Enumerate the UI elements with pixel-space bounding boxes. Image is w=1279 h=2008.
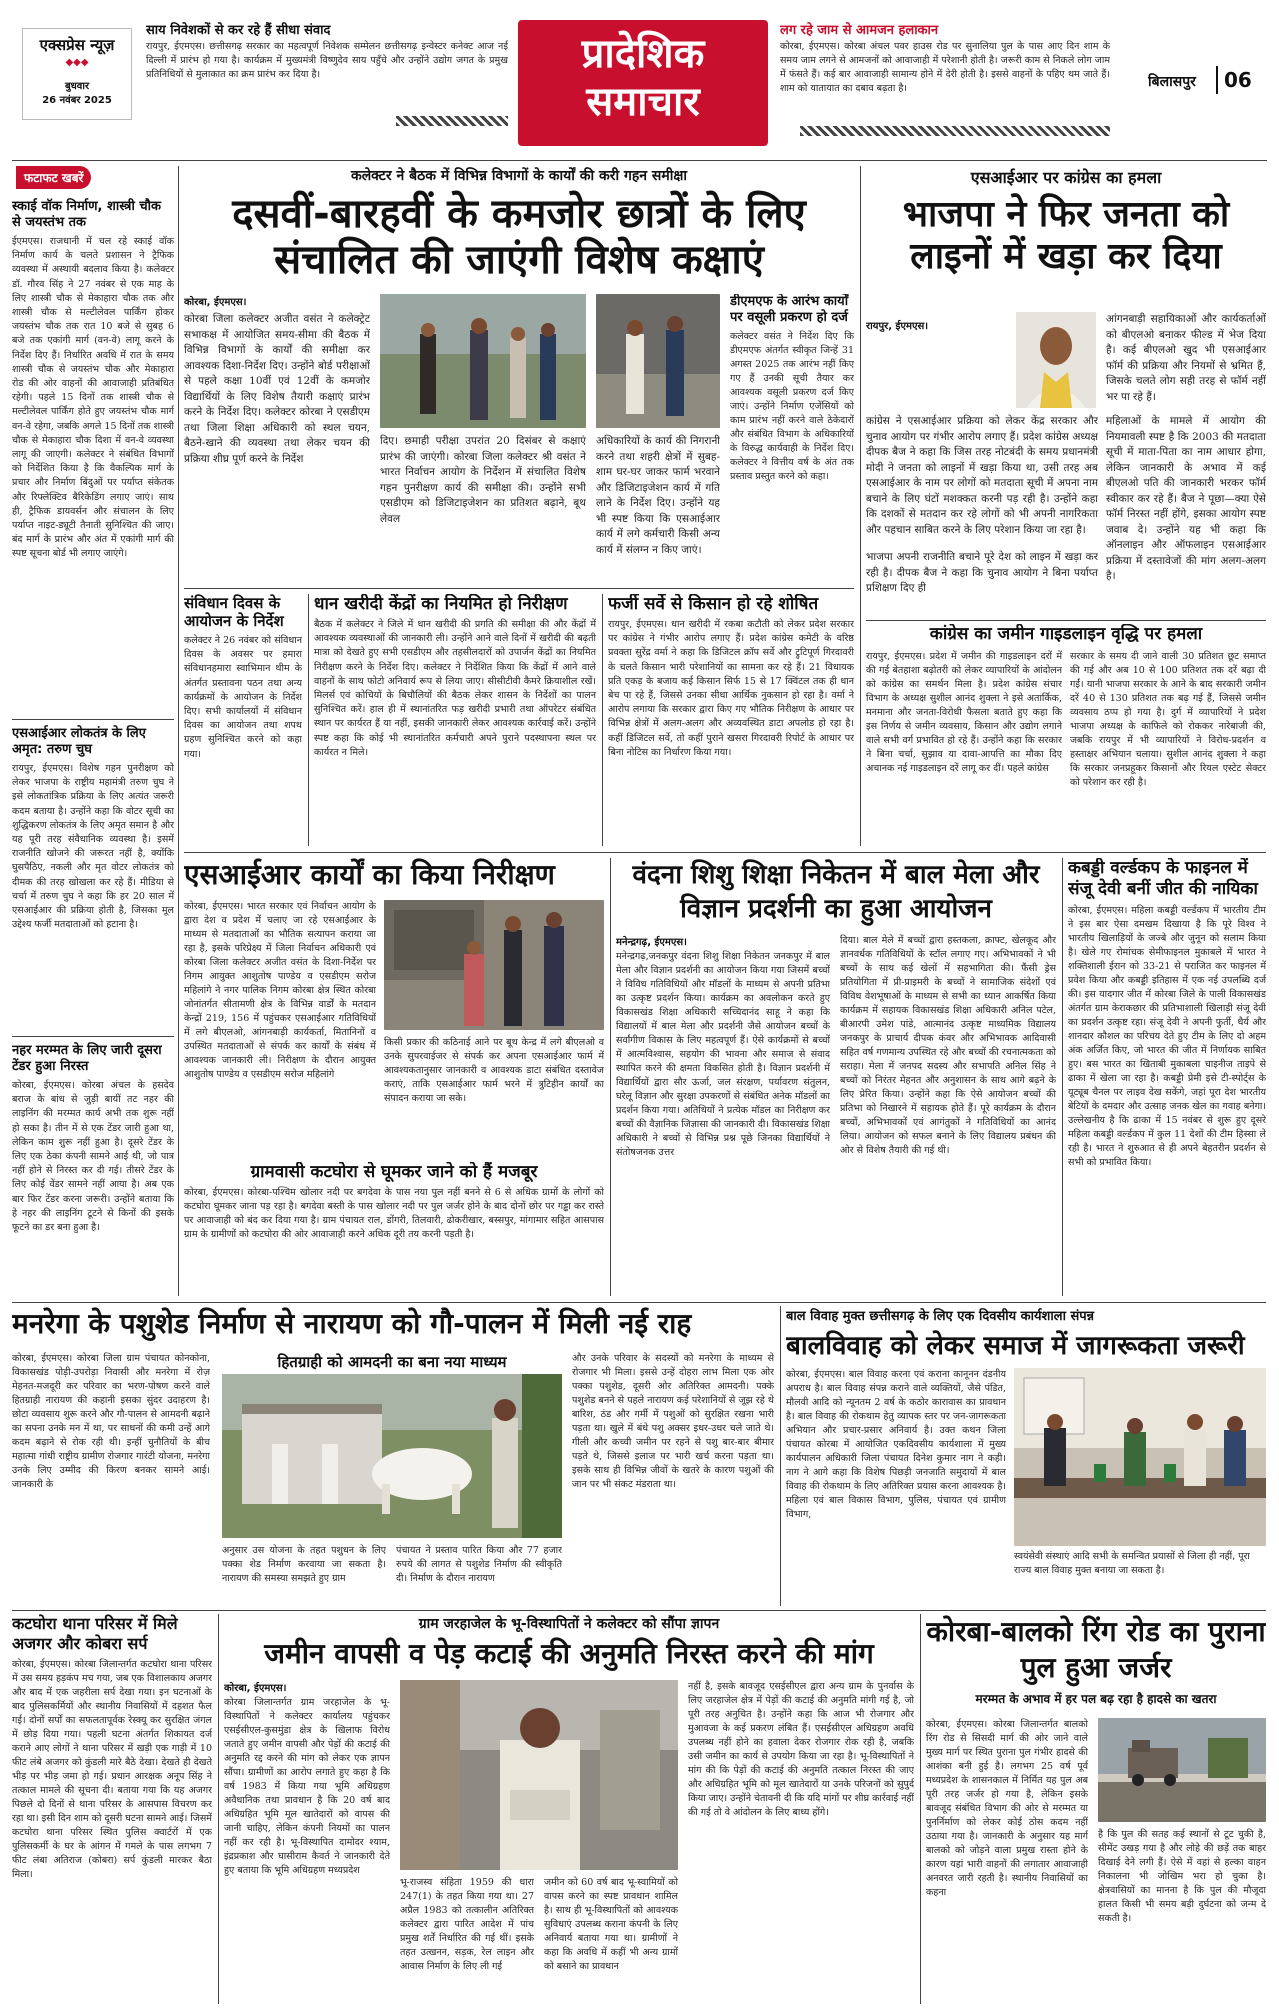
farji-text: रायपुर, ईएमएस। धान खरीदी में रकबा कटौती को लेकर प्रदेश सरकार पर कांग्रेस ने गंभीर आरोप लगाए हैं। प्रदेश कांग्रेस कमेटी के वरिष्ठ प्रवक्ता सुरेंद्र वर्मा ने कहा कि डिजिटल क्रॉप सर्वे और ट्रुटिपूर्ण गिरदावरी के चलते किसान भारी परेशानियों का सामना कर रहे हैं। 21 विधायक प्रति एकड़ के बजाय कई किसान सिर्फ 15 से 17 क्विंटल तक ही धान बेच पा रहे हैं, जिससे उनका सीधा आर्थिक नुकसान हो रहा है। वर्मा ने आरोप लगाया कि सरकार द्वारा किए गए भौतिक निरीक्षण के आधार पर विभिन्न क्षेत्रों में अलग-अलग और अव्यवस्थित डाटा अपलोड हो रहा है। कहीं डिजिटल सर्वे, तो कहीं पुराने खसरा गिरदावरी रिपोर्ट के आधार पर बिना नोटिस का निर्धारण किया गया। [608,619,854,758]
ringroad-col2: है कि पुल की सतह कई स्थानों से टूट चुकी है, सीमेंट उखड़ गया है और लोहे की छड़ें तक बाहर दिखाई देने लगी हैं। ऐसे में वहां से हल्का वाहन निकालना भी जोखिम भरा हो चुका है। क्षेत्रवासियों का मानना है कि पुल की मौजूदा हालत किसी भी समय बड़ी दुर्घटना को जन्म दे सकती है। [1098,1829,1266,1924]
top-story-col2: दिए। छमाही परीक्षा उपरांत 20 दिसंबर से कक्षाएं प्रारंभ की जाएंगी। कोरबा जिला कलेक्टर श्री वसंत ने भारत निर्वाचन आयोग के निर्देशन में संचालित विशेष गहन पुनरीक्षण कार्य की समीक्षा की। उन्होंने सभी एसडीएम को डिजिटाइजेशन का प्रतिशत बढ़ाने, बूथ लेवल [380,435,586,525]
manrega-headline: मनरेगा के पशुशेड निर्माण से नारायण को गौ-पालन में मिली नई राह [12,1307,692,1340]
page-number: 06 [1224,68,1252,92]
sidebar-item-text: रायपुर, ईएमएस। विशेष गहन पुनरीक्षण को लेकर भाजपा के राष्ट्रीय महामंत्री तरुण चुघ ने इसे लोकतांत्रिक प्रक्रिया के लिए अत्यंत जरूरी कदम बताया है। उन्होंने कहा कि वोटर सूची का शुद्धिकरण लोकतंत्र के लिए अमृत समान है और यह पूरी तरह संवैधानिक व्यवस्था है। इसमें राजनीति खोजने की जरूरत नहीं है, क्योंकि घुसपैठिए, नकली और मृत वोटर लोकतंत्र को दीमक की तरह खोखला कर रहे हैं। मीडिया से चर्चा में तरुण चुघ ने कहा कि हर 20 साल में एसआईआर की प्रक्रिया होती है, जिसका मूल उद्देश्य फर्जी मतदाताओं को हटाना है। [12,763,174,931]
city-name: बिलासपुर [1148,74,1196,90]
section-title: प्रादेशिक समाचार [581,31,705,125]
manrega-col3: पंचायत ने प्रस्ताव पारित किया और 77 हजार रुपये की लागत से पशुशेड निर्माण की स्वीकृति दी। निर्माण के दौरान नारायण [396,1545,562,1584]
sir-photo [384,900,604,1030]
mid-rule-2 [12,1302,1266,1303]
sir-col2: किसी प्रकार की कठिनाई आने पर बूथ केन्द्र में लगे बीएलओ व उनके सुपरवाईजर से संपर्क कर अपना एसआईआर फार्म में आवश्यकतानुसार जानकारी व आवश्यक डाटा संबंधित दस्तावेज कराएं, ताकि एसआईआर फार्म भरने में त्रुटिहीन कार्यों का संपादन कराया जा सके। [384,1037,604,1104]
vandana-headline: वंदना शिशु शिक्षा निकेतन में बाल मेला और विज्ञान प्रदर्शनी का हुआ आयोजन [632,860,1040,924]
balvivah-headline: बालविवाह को लेकर समाज में जागरूकता जरूरी [786,1331,1245,1361]
left-brief [146,20,508,130]
jameen-col4: नहीं है, इसके बावजूद एसईसीएल द्वारा अन्य ग्राम के पुनर्वास के लिए जरहाजेल क्षेत्र में पेड़ों की कटाई की अनुमति मांगी गई है, जो पूरी तरह अनुचित है। उन्होंने कहा कि आज भी रोजगार और मुआवजा के कई प्रकरण लंबित हैं। एसईसीएल अधिग्रहण अवधि उपलब्ध नहीं होने का हवाला देकर रोजगार रोक रही है, जबकि उसी जमीन का कार्य से उपयोग किया जा रहा है। भू-विस्थापितों ने मांग की कि पेड़ों की कटाई की अनुमति तत्काल निरस्त की जाए और अधिग्रहित भूमि को मूल खातेदारों या उनके परिजनों को सुपुर्द किया जाए। उन्होंने चेतावनी दी कि यदि मांगों पर शीघ्र कार्रवाई नहीं की गई तो वे आंदोलन के लिए बाध्य होंगे। [688,1681,914,1818]
col-divider [1062,858,1063,1296]
kabaddi-text: कोरबा, ईएमएस। महिला कबड्डी वर्ल्डकप में भारतीय टीम ने इस बार ऐसा दमखम दिखाया है कि पूरे विश्व ने भारतीय खिलाड़ियों के जज्बे और जुनून को सलाम किया है। खेले गए रोमांचक सेमीफाइनल मुकाबले में भारत ने शक्तिशाली ईरान को 33-21 से पराजित कर फाइनल में प्रवेश किया और कबड्डी इतिहास में एक नई उपलब्धि दर्ज की। इस यादगार जीत में कोरबा जिले के पाली विकासखंड अंतर्गत ग्राम केराकछार की प्रतिभाशाली खिलाड़ी संजू देवी का प्रदर्शन उत्कृष्ट रहा। संजू देवी ने अपनी फुर्ती, धैर्य और शानदार कौशल का परिचय देते हुए टीम के लिए दो अहम अंक अर्जित किए, जो भारत की जीत में निर्णायक साबित हुए। बस भारत का खिताबी मुकाबला चाइनीज ताइपे से ढाका में खेला जा रहा है। कबड्डी प्रेमी इसे टी-स्पोर्ट्स के यूट्यूब चैनल पर लाइव देख सकेंगे, जहां पूरा देश भारतीय बेटियों के दमदार और उत्साह जनक खेल का गवाह बनेगा। उल्लेखनीय है कि ढाका में 15 नवंबर से शुरू हुए दूसरे महिला कबड्डी वर्ल्डकप में कुल 11 देशों की टीम हिस्सा ले रही है। भारत ने शुरुआत से ही अपने बेहतरीन प्रदर्शन से सभी को प्रभावित किया। [1068,905,1266,1168]
top-story-rule [184,588,854,589]
col-divider [218,1614,219,2004]
sidebar-item [12,726,174,1030]
balvivah-kicker: बाल विवाह मुक्त छत्तीसगढ़ के लिए एक दिवसीय कार्यशाला संपन्न [786,1309,1095,1324]
samvidhan-story [184,594,302,846]
bjp-col2b: महिलाओं के मामले में आयोग की नियमावली स्पष्ट है कि 2003 की मतदाता सूची में माता-पिता का नाम आधार होगा, लेकिन जानकारी के अभाव में कई बीएलओ पति की जानकारी भरकर फॉर्म स्वीकार कर रहे हैं। बैज ने पूछा—क्या ऐसे फॉर्म निरस्त नहीं होंगे, इसका आयोग स्पष्ट जवाब दे। उन्होंने यह भी कहा कि ऑनलाइन और ऑफलाइन एसआईआर प्रक्रिया में दस्तावेजों की मांग अलग-अलग है। [1106,415,1266,582]
ringroad-photo [1098,1718,1266,1822]
issue-date: 26 नवंबर 2025 [42,95,112,106]
top-story-col1: कोरबा जिला कलेक्टर अजीत वसंत ने कलेक्ट्रेट सभाकक्ष में आयोजित समय-सीमा की बैठक में विभिन्न विभागों के कार्यों की समीक्षा कर आवश्यक दिशा-निर्देश दिए। उन्होंने बोर्ड परीक्षाओं से पहले कक्षा 10वीं एवं 12वीं के कमजोर विद्यार्थियों के लिए विशेष तैयारी कक्षाएं प्रारंभ करने के निर्देश दिए। कलेक्टर कोरबा ने एसडीएम तथा जिला शिक्षा अधिकारी को स्थल चयन, बैठने-खाने की व्यवस्था तथा लेकर चयन की प्रक्रिया शीघ्र पूर्ण करने के निर्देश [184,313,370,465]
farji-headline: फर्जी सर्वे से किसान हो रहे शोषित [608,594,819,614]
jameen-headline: जमीन वापसी व पेड़ कटाई की अनुमति निरस्त करने की मांग [264,1637,874,1670]
left-brief-bar [396,116,508,126]
sidebar-divider [12,1036,174,1037]
sidebar-item [12,1043,174,1296]
jameen-col2: भू-राजस्व संहिता 1959 की धारा 247(1) के तहत किया गया था। 27 अप्रैल 1983 को तत्कालीन अतिरिक्त कलेक्टर द्वारा पारित आदेश में पांच प्रमुख शर्तें निर्धारित की गई थीं। इसके तहत उत्खनन, सड़क, रेल लाइन और आवास निर्माण के लिए ली गई [400,1877,534,1972]
ringroad-subhead: मरम्मत के अभाव में हर पल बढ़ रहा है हादसे का खतरा [975,1692,1217,1706]
vandana-col2: दिया। बाल मेले में बच्चों द्वारा हस्तकला, क्राफ्ट, खेलकूद और ज्ञानवर्धक गतिविधियों के स्टॉल लगाए गए। अभिभावकों ने भी बच्चों के साथ कई खेलों में सहभागिता की। फैंसी ड्रेस प्रतियोगिता में प्री-प्राइमरी के बच्चों ने सामाजिक संदेशों एवं विविध वेशभूषाओं के माध्यम से सभी का ध्यान आकर्षित किया कार्यक्रम में सहायक विकासखंड शिक्षा अधिकारी अनिल पटेल, बीआरपी उमेश पांडे, आत्मानंद उत्कृष्ट माध्यमिक विद्यालय जनकपुर के प्राचार्य दीपक कंवर और अभिभावक आदिवासी सहित वर्ष गणमान्य उपस्थित रहे और बच्चों की रचनात्मकता को सराहा। मेला में जनपद सदस्य और सभापति अनिल सिंह ने बच्चों को निरंतर मेहनत और अनुशासन के साथ आगे बढ़ने के लिए प्रेरित किया। उन्होंने कहा कि ऐसे आयोजन बच्चों की प्रतिभा को निखारने में सहायक होते हैं। पूरे कार्यक्रम के दौरान बच्चों, अभिभावकों एवं आगंतुकों ने गतिविधियों का आनंद लिया। आयोजन को सफल बनाने के लिए विद्यालय प्रबंधन की ओर से विशेष तैयारी की गई थी। [840,935,1056,1156]
sidebar-item-text: ईएमएस। राजधानी में चल रहे स्काई वॉक निर्माण कार्य के चलते प्रशासन ने ट्रैफिक व्यवस्था में अस्थायी बदलाव किया है। कलेक्टर डॉ. गौरव सिंह ने 27 नवंबर से एक माह के लिए शास्त्री चौक से मेकाहारा चौक तक और शास्त्री चौक से मल्टीलेवल पार्किंग होकर जयस्तंभ चौक तक रात 10 बजे से सुबह 6 बजे तक एकांगी मार्ग (वन-वे) लागू करने के निर्देश दिए हैं। निर्धारित अवधि में रात के समय शास्त्री चौक से जयस्तंभ चौक और मेकाहारा रोड की ओर वाहनों की आवाजाही प्रतिबंधित रहेगी। पहले 15 दिनों तक शास्त्री चौक से मल्टीलेवल पार्किंग होते हुए जयस्तंभ चौक मार्ग वन-वे रहेगा, जबकि अगले 15 दिनों तक शास्त्री चौक से मेकाहारा चौक दिशा में वन-वे व्यवस्था लागू की जाएगी। कलेक्टर ने संबंधित विभागों को निर्देशित किया है कि वैकल्पिक मार्ग के प्रचार और निर्माण बिंदुओं पर पर्याप्त संकेतक और रिफ्लेक्टिव बैरिकेडिंग लगाए जाएं। साथ ही, ट्रैफिक डायवर्सन और संचालन के लिए पर्याप्त नाइट-ड्यूटी तैनाती सुनिश्चित की जाए। बंद मार्ग के प्रारंभ और अंत में एकांगी मार्ग की स्पष्ट सूचना बोर्ड भी लगाए जाएंगे। [12,236,174,560]
vandana-story [616,858,1056,1296]
paper-logo-box [22,28,132,120]
section-title-box [518,20,768,146]
col-divider [602,594,603,846]
col-divider [610,858,611,1296]
top-story-photo-2 [596,294,720,428]
bjp-photo [1016,312,1096,408]
katghora-story [12,1614,212,2006]
mid-rule-3 [12,1610,1266,1611]
kabaddi-headline: कबड्डी वर्ल्डकप के फाइनल में संजू देवी बनीं जीत की नायिका [1068,858,1258,899]
sidebar-item-title: स्काई वॉक निर्माण, शास्त्री चौक से जयस्तंभ तक [12,199,161,230]
bjp-col1: कांग्रेस ने एसआईआर प्रक्रिया को लेकर केंद्र सरकार और चुनाव आयोग पर गंभीर आरोप लगाए हैं। प्रदेश कांग्रेस अध्यक्ष दीपक बैज ने कहा कि जिस तरह नोटबंदी के समय प्रधानमंत्री मोदी ने जनता को लाइनों में खड़ा किया था, उसी तरह अब एसआईआर के नाम पर लोगों को मतदाता सूची में अपना नाम बचाने के लिए घंटों मशक्कत करनी पड़ रही है। उन्होंने कहा कि दशकों से मतदान कर रहे लोगों को भी अपनी नागरिकता और पहचान साबित करने के लिए परेशान किया जा रहा है। [866,415,1098,536]
guideline-headline: कांग्रेस का जमीन गाइडलाइन वृद्धि पर हमला [929,624,1203,644]
right-brief-title: लग रहे जाम से आमजन हलाकान [780,23,939,38]
col-divider [308,594,309,846]
manrega-col1: कोरबा, ईएमएस। कोरबा जिला ग्राम पंचायत कोनकोना, विकासखंड पोड़ी-उपरोड़ा निवासी और मनरेगा में रोज़ मेहनत-मजदूरी कर परिवार का भरण-पोषण करने वाले हितग्राही नारायण की कहानी इसका सुंदर उदाहरण है। छोटा व्यवसाय शुरू करने और गौ-पालन से आमदनी बढ़ाने का सपना उनके मन में था, पर साधनों की कमी उन्हें आगे कदम बढ़ाने से रोक रही थी। इन्हीं चुनौतियों के बीच महात्मा गांधी राष्ट्रीय ग्रामीण रोजगार गारंटी योजना, मनरेगा उनके लिए उम्मीद की किरण बनकर सामने आई। जानकारी के [12,1353,210,1490]
dhaan-story [314,594,596,846]
manrega-col2: अनुसार उस योजना के तहत पशुधन के लिए पक्का शेड निर्माण करवाया जा सकता है। नारायण की समस्या समझते हुए ग्राम [222,1545,386,1584]
right-brief [780,20,1110,130]
paper-name: एक्सप्रेस न्यूज़ [39,36,115,54]
issue-day: बुधवार [64,81,90,92]
jameen-story [224,1614,914,2006]
guideline-col2: सरकार के समय दी जाने वाली 30 प्रतिशत छूट समाप्त की गई और अब 10 से 100 प्रतिशत तक दरें बढ़ा दी गईं। यानी भाजपा सरकार के आने के बाद सरकारी जमीन दरें 40 से 130 प्रतिशत तक बढ़ गई हैं, जिससे जमीन व्यवसाय ठप्प हो गया है। दुर्ग में व्यापारियों ने प्रदेश भाजपा अध्यक्ष के काफिले को रोककर नारेबाजी की, जबकि रायपुर में भी व्यापारियों ने विरोध-प्रदर्शन व हस्ताक्षर अभियान चलाया। सुशील आनंद शुक्ला ने कहा कि सरकार जनप्रहूकर किसानों और रियल एस्टेट सेक्टर को परेशान कर रही है। [1070,651,1266,788]
bjp-kicker: एसआईआर पर कांग्रेस का हमला [970,168,1162,187]
dhaan-headline: धान खरीदी केंद्रों का नियमित हो निरीक्षण [314,594,568,614]
sidebar-label: फटाफट खबरें [16,166,91,189]
bjp-headline: भाजपा ने फिर जनता को लाइनों में खड़ा कर दिया [902,194,1230,277]
dmf-text: कलेक्टर वसंत ने निर्देश दिए कि डीएमएफ अंतर्गत स्वीकृत जिन्हें 31 अगस्त 2025 तक आरंभ नहीं किए गए हैं उनकी सूची तैयार कर आवश्यक वसूली प्रकरण दर्ज किए जाएं। उन्होंने निर्माण एजेंसियों को काम प्रारंभ नहीं करने वाले ठेकेदारों और संबंधित विभाग के अधिकारियों के विरुद्ध कार्यवाही के निर्देश दिए। कलेक्टर ने वित्तीय वर्ष के अंत तक प्रस्ताव प्रस्तुत करने को कहा। [730,331,854,482]
sir-story [184,858,604,1158]
balvivah-caption: स्वयंसेवी संस्थाएं आदि सभी के समन्वित प्रयासों से जिला ही नहीं, पूरा राज्य बाल विवाह मुक्त बनाया जा सकता है। [1014,1551,1250,1576]
gramvasi-headline: ग्रामवासी कटघोरा से घूमकर जाने को हैं मजबूर [250,1162,538,1182]
dmf-box [730,294,854,584]
samvidhan-headline: संविधान दिवस के आयोजन के निर्देश [184,594,284,630]
jameen-col1: कोरबा जिलान्तर्गत ग्राम जरहाजेल के भू-विस्थापितों ने कलेक्टर कार्यालय पहुंचकर एसईसीएल-कुसमुंडा क्षेत्र के खिलाफ विरोध जताते हुए जमीन वापसी और पेड़ों की कटाई की अनुमति रद्द करने की मांग को लेकर एक ज्ञापन सौंपा। ग्रामीणों का आरोप लगाते हुए कहा है कि वर्ष 1983 में किया गया भूमि अधिग्रहण अवैधानिक तथा प्रावधान है कि 20 वर्ष बाद अधिग्रहित भूमि मूल खातेदारों को वापस की जानी चाहिए, लेकिन कंपनी नियमों का पालन नहीं कर रही है। भू-विस्थापित दामोदर श्याम, इंद्रप्रकाश और घासीराम कैवर्त ने जानकारी देते हुए बताया कि भूमि अधिग्रहण मध्यप्रदेश [224,1697,390,1876]
right-brief-text: कोरबा, ईएमएस। कोरबा अंचल पवर हाउस रोड पर सुनालिया पुल के पास आए दिन शाम के समय जाम लगने से आमजनों को आवाजाही में परेशानी होती है। जरूरी काम से निकले लोग जाम में फंसते हैं। कई बार आवाजाही सामान्य होने में देरी होती है। इससे वाहनों के पहिए थम जाते हैं। शाम को यातायात का दबाव बढ़ता है। [780,41,1110,94]
ringroad-headline: कोरबा-बालको रिंग रोड का पुराना पुल हुआ जर्जर [926,1615,1266,1684]
guideline-col1: रायपुर, ईएमएस। प्रदेश में जमीन की गाइडलाइन दरों में की गई बेतहाशा बढ़ोतरी को लेकर व्यापारियों के आंदोलन को कांग्रेस का समर्थन मिला है। प्रदेश कांग्रेस संचार विभाग के अध्यक्ष सुशील आनंद शुक्ला ने इसे अतार्किक, मनमाना और जनता-विरोधी फैसला बताते हुए कहा कि इस निर्णय से जमीन व्यवसाय, किसान और उद्योग लगाने वाले सभी वर्ग प्रभावित हो रहे हैं। उन्होंने कहा कि सरकार ने बिना चर्चा, सुझाव या दावा-आपत्ति का मौका दिए अचानक नई गाइडलाइन दरें लागू कर दीं। पहले कांग्रेस [866,651,1062,774]
katghora-text: कोरबा, ईएमएस। कोरबा जिलान्तर्गत कटघोरा थाना परिसर में उस समय हड़कंप मच गया, जब एक विशालकाय अजगर और बाद में एक जहरीला सर्प देखा गया। इन घटनाओं के बाद पुलिसकर्मियों और स्थानीय निवासियों में दहशत फैल गई। दोनों सर्पों का सफलतापूर्वक रेस्क्यू कर सुरक्षित जंगल में छोड़ दिया गया। पहली घटना अंतर्गत शिकायत दर्ज कराने आए लोगों ने थाना परिसर में खड़ी एक गाड़ी में 10 फीट लंबे अजगर को कुंडली मारे बैठे देखा। देखते ही देखते भीड़ पर भीड़ जमा हो गई। प्रधान आरक्षक अनूप सिंह ने तत्काल मामले की सूचना दी। बताया गया कि यह अजगर पिछले दो दिनों से थाना परिसर के आसपास विचरण कर रहा था। इसी दिन शाम को दूसरी घटना सामने आई। जिसमें कटघोरा थाना परिसर स्थित पुलिस क्वार्टरों में एक पुलिसकर्मी के घर के आंगन में गमले के पास लगभग 7 फीट लंबा अतिराज (कोबरा) सर्प कुंडली मारकर बैठा मिला। [12,1659,212,1880]
top-story-headline: दसवीं-बारहवीं के कमजोर छात्रों के लिए संचालित की जाएंगी विशेष कक्षाएं [232,191,806,283]
bjp-rule [866,620,1266,621]
left-brief-title: साय निवेशकों से कर रहे हैं सीधा संवाद [146,23,331,38]
jameen-photo [400,1680,678,1870]
col-divider [920,1614,921,2004]
sidebar-item [12,199,174,713]
balvivah-story [786,1306,1266,1606]
bjp-story [866,166,1266,616]
manrega-photo [222,1374,562,1538]
dmf-headline: डीएमएफ के आरंभ कार्यों पर वसूली प्रकरण हो दर्ज [730,294,849,325]
vandana-col1: मनेन्द्रगढ़,जनकपुर वंदना शिशु शिक्षा निकेतन जनकपुर में बाल मेला और विज्ञान प्रदर्शनी का आयोजन किया गया जिसमें बच्चों ने विविध गतिविधियों और मॉडलों के माध्यम से अपनी प्रतिभा का उत्कृष्ट प्रदर्शन किया। कार्यक्रम का अवलोकन करते हुए विकासखंड शिक्षा अधिकारी सच्चिदानंद साहू ने कहा कि विद्यालयों में बाल मेला और प्रदर्शनी जैसे आयोजन बच्चों के सर्वांगीण विकास के लिए महत्वपूर्ण हैं। ऐसे कार्यक्रमों से बच्चों में आत्मविश्वास, सहयोग की भावना और समाज से संवाद स्थापित करने की क्षमता विकसित होती है। विज्ञान प्रदर्शनी में विद्यार्थियों द्वारा सौर ऊर्जा, जल संरक्षण, पर्यावरण संतुलन, घरेलू विज्ञान और सुरक्षा उपकरणों से संबंधित अनेक मॉडलों का प्रदर्शन किया गया। अतिथियों ने प्रत्येक मॉडल का निरीक्षण कर बच्चों की वैज्ञानिक जिज्ञासा की जानकारी दी। विकासखंड शिक्षा अधिकारी ने बच्चों से विभिन्न प्रश्न पूछे जिनका विद्यार्थियों ने संतोषजनक उत्तर [616,951,830,1158]
gramvasi-story [184,1162,604,1296]
top-story-col3: अधिकारियों के कार्य की निगरानी करने तथा शहरी क्षेत्रों में सुबह-शाम घर-घर जाकर फार्म भरवाने और डिजिटाइजेशन कार्य में गति लाने के निर्देश दिए। उन्होंने यह भी स्पष्ट किया कि एसआईआर कार्य में लगे कर्मचारी किसी अन्य कार्य में संलग्न न किए जाएं। [596,435,720,556]
manrega-col4: और उनके परिवार के सदस्यों को मनरेगा के माध्यम से रोजगार भी मिला। इससे उन्हें दोहरा लाभ मिला एक ओर पक्का पशुशेड, दूसरी ओर अतिरिक्त आमदनी। पक्के पशुशेड बनने से पहले नारायण कई परेशानियों से जूझ रहे थे बारिश, ठंड और गर्मी में पशुओं को सुरक्षित रखना भारी पड़ता था। खुले में बंधे पशु अक्सर इधर-उधर चले जाते थे। गीली और कच्ची जमीन पर रहने से पशु बार-बार बीमार पड़ते थे, जिससे इलाज पर भारी खर्च करना पड़ता था। इसके साथ ही विभिन्न जीवों के खतरे के कारण पशुओं की जान पर भी संकट मंडराता था। [572,1353,774,1490]
sidebar-divider [12,719,174,720]
top-story [184,166,854,586]
left-brief-text: रायपुर, ईएमएस। छत्तीसगढ़ सरकार का महत्वपूर्ण निवेशक सम्मेलन छत्तीसगढ़ इन्वेस्टर कनेक्ट आज नई दिल्ली में प्रारंभ हो गया है। कार्यक्रम में मुख्यमंत्री विष्णुदेव साय पहुँचे और उन्होंने उद्योग जगत के प्रमुख प्रतिनिधियों से मुलाकात का क्रम प्रारंभ कर दिया है। [146,41,508,80]
sidebar-item-text: कोरबा, ईएमएस। कोरबा अंचल के हसदेव बराज के बांध से जुड़ी बायीं तट नहर की लाइनिंग की मरम्मत कार्य अभी तक शुरू नहीं हो सका है। तीन में से एक टेंडर जारी हुआ था, लेकिन काम शुरू नहीं हुआ है। दूसरे टेंडर के लिए एक ठेका कंपनी सामने आई थी, जो पात्र नहीं होने से निरस्त कर दी गई। तीसरे टेंडर के लिए कोई वेंडर सामने नहीं आया है। अब एक बार फिर टेंडर करना जरूरी। उन्होंने बताया कि हे नहर की लाइनिंग टूटने से किनों की इसके फूटने का डर बना हुआ है। [12,1080,174,1234]
top-story-dateline: कोरबा, ईएमएस। [184,297,247,308]
sir-headline: एसआईआर कार्यों का किया निरीक्षण [184,858,555,891]
masthead [0,0,1279,160]
katghora-headline: कटघोरा थाना परिसर में मिले अजगर और कोबरा सर्प [12,1614,178,1653]
kabaddi-story [1068,858,1266,1296]
sidebar-rule [178,166,179,1296]
balvivah-col1: कोरबा, ईएमएस। बाल विवाह करना एवं कराना कानूनन दंडनीय अपराध है। बाल विवाह संपन्न कराने वाले व्यक्तियों, जैसे पंडित, मौलवी आदि को न्यूनतम 2 वर्ष के कठोर कारावास का प्रावधान है। बाल विवाह की रोकथाम हेतु व्यापक स्तर पर जन-जागरूकता अभियान और प्रचार-प्रसार अनिवार्य है। उक्त कथन जिला पंचायत कोरबा में आयोजित एकदिवसीय कार्यशाला में मुख्य कार्यपालन अधिकारी जिला पंचायत दिनेश कुमार नाग ने कही। नाग ने आगे कहा कि विशेष पिछड़ी जनजाति समुदायों में बाल विवाह की रोकथाम के लिए अतिरिक्त प्रयास करना आवश्यक है। महिला एवं बाल विकास विभाग, पुलिस, पंचायत एवं ग्रामीण विभाग, [786,1369,1006,1520]
ringroad-story [926,1614,1266,2006]
right-col-divider [860,166,861,846]
samvidhan-text: कलेक्टर ने 26 नवंबर को संविधान दिवस के अवसर पर हमारा संविधानहमारा स्वाभिमान थीम के अंतर्गत प्रस्तावना पठन तथा अन्य कार्यक्रमों के आयोजन के निर्देश दिए। सभी कार्यालयों में संविधान दिवस का आयोजन तथा शपथ ग्रहण सुनिश्चित करने को कहा गया। [184,635,302,760]
sidebar [12,166,174,1296]
top-story-photo [380,294,586,428]
page-divider [1216,66,1218,94]
manrega-subhead: हितग्राही को आमदनी का बना नया माध्यम [277,1353,507,1371]
col-divider [780,1306,781,1606]
top-story-kicker: कलेक्टर ने बैठक में विभिन्न विभागों के कार्यों की करी गहन समीक्षा [350,168,688,184]
bjp-col2a: आंगनबाड़ी सहायिकाओं और कार्यकर्ताओं को बीएलओ बनाकर फील्ड में भेज दिया है। कई बीएलओ खुद भी एसआईआर फॉर्म की प्रक्रिया और नियमों से भ्रमित हैं, जिसके चलते लोग सही तरह से फॉर्म नहीं भर पा रहे हैं। [1106,313,1266,403]
farji-story [608,594,854,846]
logo-mark-icon: ◆◆◆ [65,57,89,68]
jameen-dateline: कोरबा, ईएमएस। [224,1683,287,1694]
balvivah-photo [1014,1368,1266,1546]
right-brief-bar [800,126,1110,136]
bjp-col1b: भाजपा अपनी राजनीति बचाने पूरे देश को लाइन में खड़ा कर रही है। दीपक बैज ने कहा कि चुनाव आयोग ने बिना पर्याप्त प्रशिक्षण दिए ही [866,551,1098,594]
gramvasi-text: कोरबा, ईएमएस। कोरबा-पश्चिम खोलार नदी पर बगदेवा के पास नया पुल नहीं बनने से 6 से अधिक ग्रामों के लोगों को कटघोरा घूमकर जाना पड़ रहा है। बगदेवा बस्ती के पास खोलार नदी पर पुल जर्जर होने के बाद दोनों छोर पर गड्ढा कर रास्ते पर आवाजाही को बंद कर दिया गया है। ग्राम पंचायत राल, डोंगरी, तिलवारी, ढोकरीखार, बस्सपुर, मांगामार सहित आसपास ग्राम के ग्रामीणों को कटघोरा की ओर आवाजाही करने अधिक दूरी तय करनी पड़ती है। [184,1187,604,1240]
ringroad-col1: कोरबा, ईएमएस। कोरबा जिलान्तर्गत बालको रिंग रोड से सिसदी मार्ग की ओर जाने वाले मुख्य मार्ग पर स्थित पुराना पुल गंभीर हादसे की आशंका बनी हुई है। लगभग 25 वर्ष पूर्व मध्यप्रदेश के शासनकाल में निर्मित यह पुल अब पूरी तरह जर्जर हो गया है, लेकिन इसके बावजूद संबंधित विभाग की ओर से मरम्मत या पुनर्निर्माण को लेकर कोई ठोस कदम नहीं उठाया गया है। जानकारी के अनुसार यह मार्ग बालको को जोड़ने वाला प्रमुख रास्ता होने के कारण यहां भारी वाहनों की लगातार आवाजाही अनवरत जारी रहती है। स्थानीय निवासियों का कहना [926,1719,1088,1898]
bjp-dateline: रायपुर, ईएमएस। [866,321,929,332]
guideline-story [866,624,1266,846]
sidebar-item-title: एसआईआर लोकतंत्र के लिए अमृत: तरुण चुघ [12,726,146,757]
sidebar-item-title: नहर मरम्मत के लिए जारी दूसरा टेंडर हुआ निरस्त [12,1043,162,1074]
jameen-col3: जमीन को 60 वर्ष बाद भू-स्वामियों को वापस करने का स्पष्ट प्रावधान शामिल है। साथ ही भू-विस्थापितों को आवश्यक सुविधाएं उपलब्ध कराना कंपनी के लिए अनिवार्य बताया गया था। ग्रामीणों ने कहा कि अवधि में कहीं भी अन्य ग्रामों को बसाने का प्रावधान [544,1877,678,1972]
masthead-rule [12,160,1267,161]
sir-text: कोरबा, ईएमएस। भारत सरकार एवं निर्वाचन आयोग के द्वारा देश व प्रदेश में चलाए जा रहे एसआईआर के माध्यम से मतदाताओं का भौतिक सत्यापन कराया जा रहा है, इसके परिप्रेक्ष्य में जिला निर्वाचन अधिकारी एवं कोरबा जिला कलेक्टर अजीत वसंत के दिशा-निर्देश पर निगम आयुक्त आशुतोष पाण्डेय व एसडीएम सरोज महिलांगे ने नगर पालिक निगम कोरबा क्षेत्र स्थित कोरबा जोनांतर्गत सीतामणी क्षेत्र के विभिन्न वार्डों के मतदान केन्द्रों 219, 156 में पहुंचकर एसआईआर गतिविधियों में लगे बीएलओ, आंगनबाड़ी कार्यकर्ता, मितानिनों व उपस्थित मतदाताओं से संपर्क कर कार्यों के संबंध में आवश्यक जानकारी ली। निरीक्षण के दौरान आयुक्त आशुतोष पाण्डेय व एसडीएम सरोज महिलांगे [184,901,376,1080]
jameen-kicker: ग्राम जरहाजेल के भू-विस्थापितों ने कलेक्टर को सौंपा ज्ञापन [418,1616,720,1632]
vandana-dateline: मनेन्द्रगढ़, ईएमएस। [616,937,687,948]
dhaan-text: बैठक में कलेक्टर ने जिले में धान खरीदी की प्रगति की समीक्षा की और केंद्रों में आवश्यक व्यवस्थाओं की जानकारी ली। उन्होंने आने वाले दिनों में खरीदी की बढ़ती मात्रा को देखते हुए सभी एसडीएम और तहसीलदारों को उपार्जन केंद्रों का नियमित निरीक्षण करने के निर्देश दिए। कलेक्टर ने निर्देशित किया कि केंद्रों में आने वाले वाहनों के साथ फोटो अनिवार्य रूप से लिया जाए। सीसीटीवी कैमरे क्रियाशील रखें। मिलर्स एवं कोचियों के बिचौलियों की बैठक लेकर शासन के निर्देशों का पालन सुनिश्चित करें। हाल ही में स्थानांतरित फड़ खरीदी प्रभारी तथा ऑपरेटर संबंधित स्थान पर कार्यरत हैं या नहीं, इसकी जानकारी लेकर आवश्यक कार्रवाई करें। उन्होंने स्पष्ट कहा कि कोई भी स्थानांतरित कर्मचारी अपने पुराने पदस्थापना स्थल पर कार्यरत न मिले। [314,619,596,758]
mid-rule [184,852,1266,853]
manrega-story [12,1306,774,1606]
